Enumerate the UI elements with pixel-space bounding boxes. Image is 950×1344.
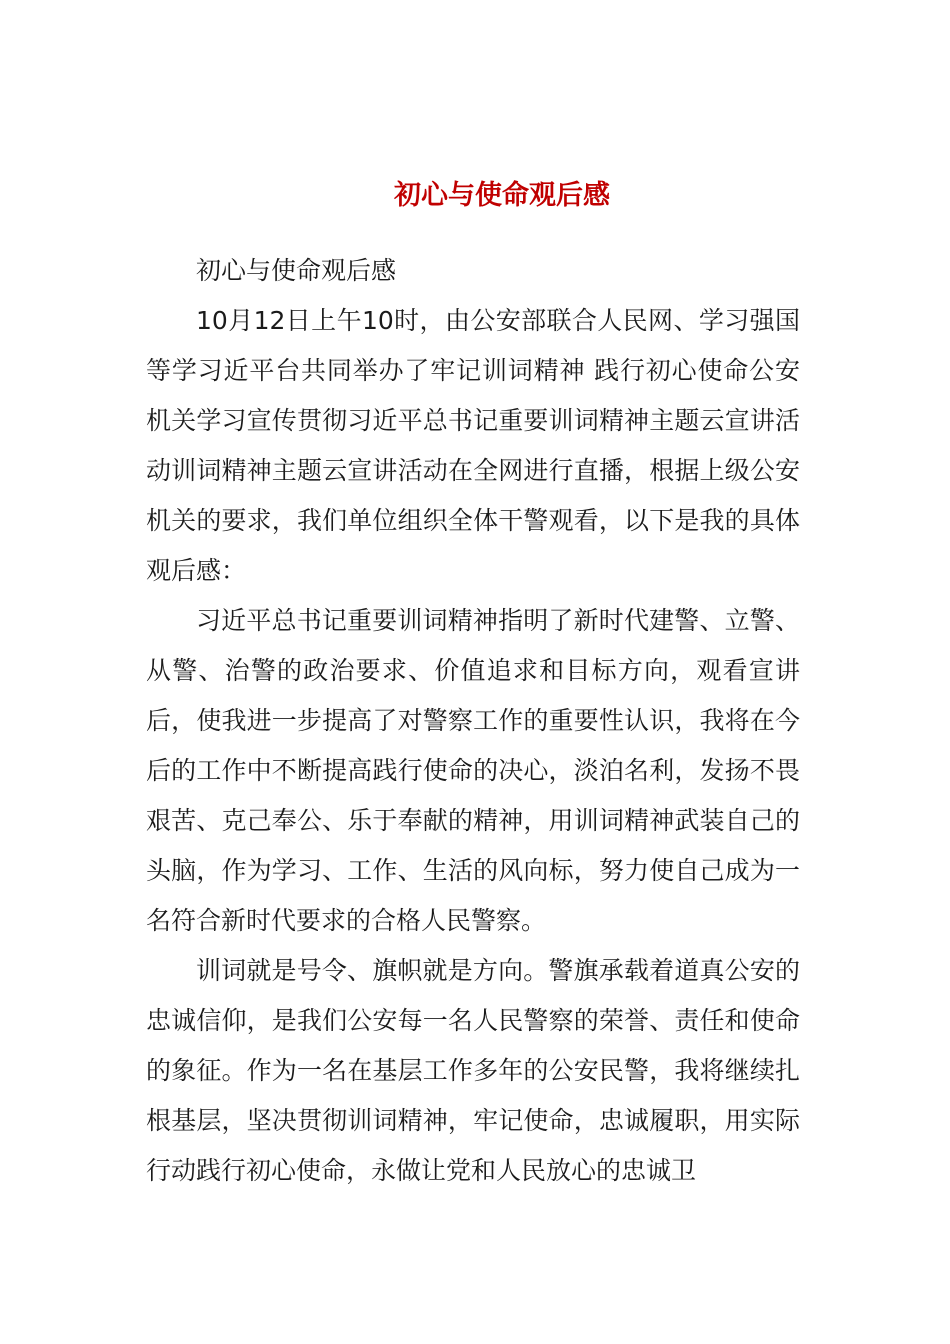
- paragraph-intro: 10月12日上午10时，由公安部联合人民网、学习强国等学习近平台共同举办了牢记训词精神 践行初心使命公安机关学习宣传贯彻习近平总书记重要训词精神主题云宣讲活动训词精神主题云宣讲活动在全网进行直播，根据上级公安机关的要求，我们单位组织全体干警观看，以下是我的具体观后感：: [146, 306, 800, 585]
- document-body: [146, 246, 800, 1196]
- paragraph-reflection: 习近平总书记重要训词精神指明了新时代建警、立警、从警、治警的政治要求、价值追求和目标方向，观看宣讲后，使我进一步提高了对警察工作的重要性认识，我将在今后的工作中不断提高践行使命的决心，淡泊名利，发扬不畏艰苦、克己奉公、乐于奉献的精神，用训词精神武装自己的头脑，作为学习、工作、生活的风向标，努力使自己成为一名符合新时代要求的合格人民警察。: [146, 606, 800, 935]
- paragraph-subtitle: 初心与使命观后感: [196, 256, 397, 285]
- paragraph-commitment: 训词就是号令、旗帜就是方向。警旗承载着道真公安的忠诚信仰，是我们公安每一名人民警察的荣誉、责任和使命的象征。作为一名在基层工作多年的公安民警，我将继续扎根基层，坚决贯彻训词精神，牢记使命，忠诚履职，用实际行动践行初心使命，永做让党和人民放心的忠诚卫: [146, 956, 800, 1185]
- document-title: 初心与使命观后感: [394, 180, 610, 211]
